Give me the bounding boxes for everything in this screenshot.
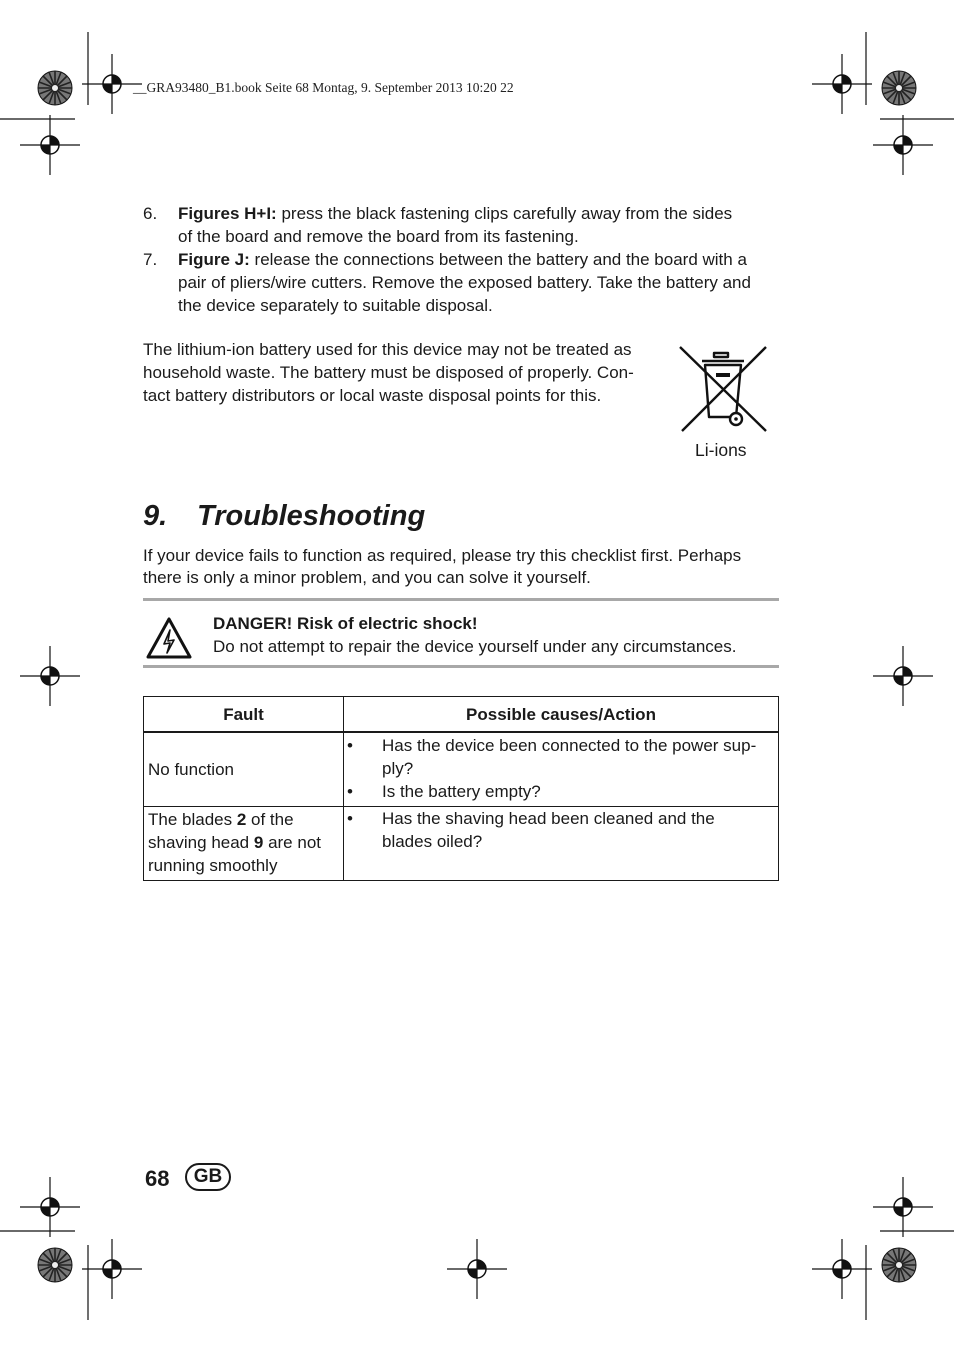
list-item bbox=[382, 780, 774, 803]
fault-cell bbox=[144, 807, 344, 881]
step-7 bbox=[143, 248, 783, 317]
action-text: Is the battery empty? bbox=[382, 782, 541, 801]
fault-text: shaving head bbox=[148, 833, 254, 852]
fault-text: of the bbox=[246, 810, 294, 829]
language-badge: GB bbox=[185, 1163, 231, 1191]
section-title: Troubleshooting bbox=[197, 500, 426, 532]
warning-text: Do not attempt to repair the device yourself under any circumstances. bbox=[213, 637, 737, 656]
note-line: The lithium-ion battery used for this device may not be treated as bbox=[143, 340, 632, 359]
li-ions-caption: Li-ions bbox=[695, 440, 747, 460]
column-header-causes: Possible causes/Action bbox=[344, 697, 779, 733]
danger-warning-box bbox=[143, 598, 779, 668]
step-text-line: press the black fastening clips carefully away from the sides bbox=[281, 204, 733, 223]
action-text: Has the device been connected to the power sup- bbox=[382, 736, 757, 755]
fault-cell: No function bbox=[144, 732, 344, 807]
step-text-line: release the connections between the battery and the board with a bbox=[254, 250, 747, 269]
action-text: blades oiled? bbox=[382, 832, 483, 851]
fault-text: running smoothly bbox=[148, 856, 278, 875]
warning-title: DANGER! Risk of electric shock! bbox=[213, 614, 478, 633]
fault-text: The blades bbox=[148, 810, 237, 829]
column-header-fault: Fault bbox=[144, 697, 344, 733]
table-row bbox=[144, 807, 779, 881]
step-text-line: the device separately to suitable disposal. bbox=[178, 296, 493, 315]
fault-text: are not bbox=[263, 833, 321, 852]
action-text: ply? bbox=[382, 759, 414, 778]
crossed-out-wheelie-bin-icon bbox=[678, 343, 770, 435]
table-row bbox=[144, 732, 779, 807]
intro-line: If your device fails to function as required, please try this checklist first. Perhaps bbox=[143, 546, 742, 565]
section-number: 9. bbox=[143, 500, 168, 532]
note-line: tact battery distributors or local waste disposal points for this. bbox=[143, 386, 602, 405]
list-item bbox=[382, 807, 774, 853]
troubleshooting-table bbox=[143, 696, 779, 881]
section-heading bbox=[143, 500, 425, 533]
note-line: household waste. The battery must be disposed of properly. Con- bbox=[143, 363, 634, 382]
disposal-steps bbox=[143, 202, 783, 317]
section-intro bbox=[143, 545, 783, 589]
step-text-line: pair of pliers/wire cutters. Remove the exposed battery. Take the battery and bbox=[178, 273, 751, 292]
action-cell bbox=[344, 807, 779, 881]
action-text: Has the shaving head been cleaned and the bbox=[382, 809, 715, 828]
action-list bbox=[344, 733, 778, 803]
action-cell bbox=[344, 732, 779, 807]
table-header-row bbox=[144, 697, 779, 733]
step-title: Figures H+I: bbox=[178, 204, 277, 223]
page-number: 68 bbox=[145, 1166, 170, 1191]
battery-disposal-note bbox=[143, 338, 663, 407]
step-number: 7. bbox=[143, 250, 158, 269]
electric-shock-warning-icon bbox=[145, 616, 193, 660]
step-6 bbox=[143, 202, 783, 248]
part-number: 9 bbox=[253, 833, 264, 852]
step-number: 6. bbox=[143, 204, 158, 223]
list-item bbox=[382, 734, 774, 780]
step-text-line: of the board and remove the board from its fastening. bbox=[178, 227, 579, 246]
file-info-header: __GRA93480_B1.book Seite 68 Montag, 9. September 2013 10:20 22 bbox=[133, 80, 514, 95]
intro-line: there is only a minor problem, and you can solve it yourself. bbox=[143, 568, 591, 587]
action-list bbox=[344, 807, 778, 853]
step-title: Figure J: bbox=[178, 250, 250, 269]
part-number: 2 bbox=[236, 810, 247, 829]
